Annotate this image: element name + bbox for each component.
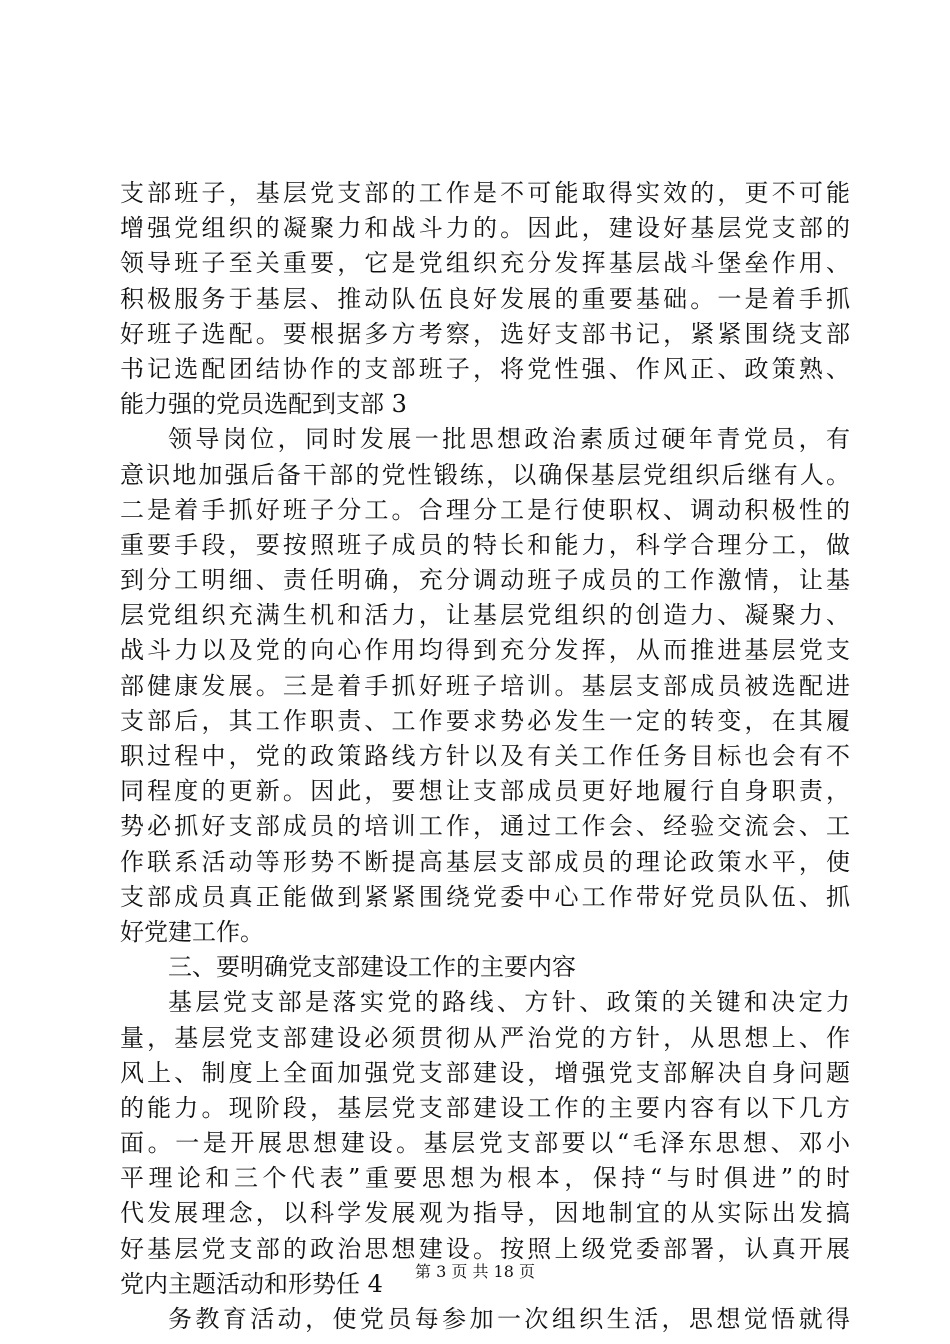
document-body [120, 176, 850, 1337]
text-line: 支部后，其工作职责、工作要求势必发生一定的转变，在其履 [120, 706, 850, 735]
text-line: 能力强的党员选配到支部 3 [120, 390, 407, 419]
text-line: 好基层党支部的政治思想建设。按照上级党委部署，认真开展 [120, 1234, 850, 1263]
text-line: 意识地加强后备干部的党性锻练，以确保基层党组织后继有人。 [120, 460, 850, 489]
text-line: 同程度的更新。因此，要想让支部成员更好地履行自身职责， [120, 777, 850, 806]
text-line: 基层党支部是落实党的路线、方针、政策的关键和决定力 [168, 988, 850, 1017]
text-line: 好党建工作。 [120, 917, 264, 946]
text-line: 好班子选配。要根据多方考察，选好支部书记，紧紧围绕支部 [120, 319, 850, 348]
text-line: 到分工明细、责任明确，充分调动班子成员的工作激情，让基 [120, 566, 850, 595]
text-line: 层党组织充满生机和活力，让基层党组织的创造力、凝聚力、 [120, 601, 850, 630]
text-line: 领导班子至关重要，它是党组织充分发挥基层战斗堡垒作用、 [120, 249, 850, 278]
text-line: 平理论和三个代表”重要思想为根本，保持“与时俱进”的时 [120, 1164, 850, 1193]
text-line: 二是着手抓好班子分工。合理分工是行使职权、调动积极性的 [120, 495, 850, 524]
text-line: 职过程中，党的政策路线方针以及有关工作任务目标也会有不 [120, 742, 850, 770]
text-line: 支部班子，基层党支部的工作是不可能取得实效的，更不可能 [120, 179, 850, 207]
page-footer: 第 3 页 共 18 页 [415, 1262, 535, 1281]
text-line: 战斗力以及党的向心作用均得到充分发挥，从而推进基层党支 [120, 636, 850, 665]
text-line: 的能力。现阶段，基层党支部建设工作的主要内容有以下几方 [120, 1093, 850, 1122]
text-line: 代发展理念，以科学发展观为指导，因地制宜的从实际出发搞 [120, 1199, 850, 1228]
section-heading: 三、要明确党支部建设工作的主要内容 [168, 953, 576, 982]
text-line: 面。一是开展思想建设。基层党支部要以“毛泽东思想、邓小 [120, 1129, 850, 1158]
text-line: 领导岗位，同时发展一批思想政治素质过硬年青党员，有 [168, 425, 850, 454]
text-line: 风上、制度上全面加强党支部建设，增强党支部解决自身问题 [120, 1058, 850, 1087]
text-line: 党内主题活动和形势任 4 [120, 1269, 383, 1298]
text-line: 量，基层党支部建设必须贯彻从严治党的方针，从思想上、作 [120, 1023, 850, 1052]
text-line: 务教育活动，使党员每参加一次组织生活，思想觉悟就得 [168, 1305, 850, 1333]
text-line: 重要手段，要按照班子成员的特长和能力，科学合理分工，做 [120, 530, 850, 559]
text-line: 支部成员真正能做到紧紧围绕党委中心工作带好党员队伍、抓 [120, 882, 850, 911]
text-line: 书记选配团结协作的支部班子，将党性强、作风正、政策熟、 [120, 354, 850, 383]
text-line: 势必抓好支部成员的培训工作，通过工作会、经验交流会、工 [120, 812, 850, 841]
text-line: 部健康发展。三是着手抓好班子培训。基层支部成员被选配进 [120, 671, 850, 700]
text-line: 增强党组织的凝聚力和战斗力的。因此，建设好基层党支部的 [120, 214, 850, 243]
text-line: 作联系活动等形势不断提高基层支部成员的理论政策水平，使 [120, 847, 850, 876]
text-line: 积极服务于基层、推动队伍良好发展的重要基础。一是着手抓 [120, 284, 850, 313]
